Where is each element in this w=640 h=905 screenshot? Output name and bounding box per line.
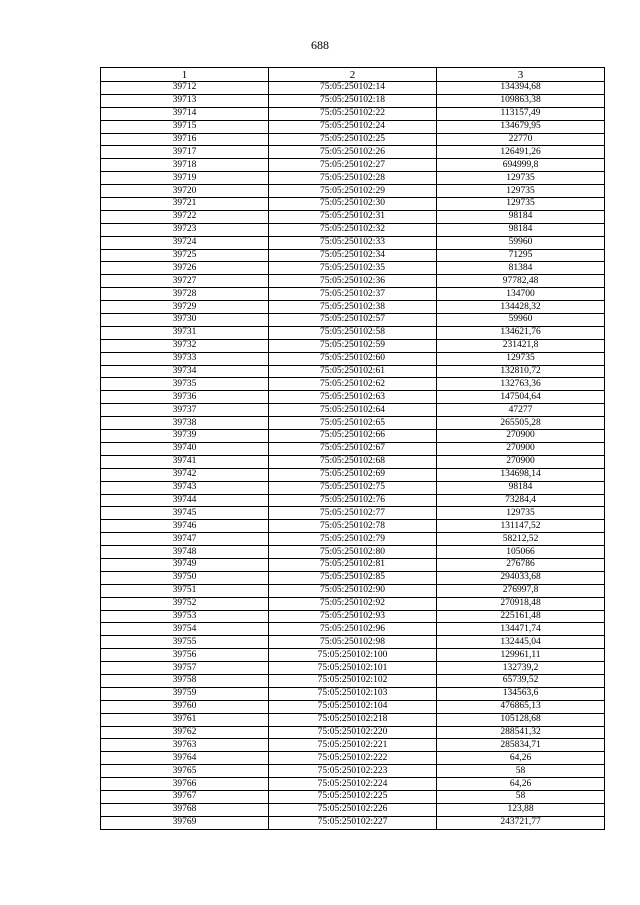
table-row: [101, 455, 605, 468]
table-row: [101, 301, 605, 314]
table-row: [101, 172, 605, 185]
cadastral-number-cell: 75:05:250102:96: [269, 623, 437, 636]
table-row: [101, 636, 605, 649]
row-number-cell: 39717: [101, 146, 269, 159]
table-row: [101, 146, 605, 159]
table-row: [101, 507, 605, 520]
row-number-cell: 39754: [101, 623, 269, 636]
cadastral-number-cell: 75:05:250102:25: [269, 133, 437, 146]
table-row: [101, 752, 605, 765]
row-number-cell: 39719: [101, 172, 269, 185]
row-number-cell: 39768: [101, 803, 269, 816]
row-number-cell: 39722: [101, 210, 269, 223]
value-cell: 134679,95: [437, 120, 605, 133]
table-row: [101, 236, 605, 249]
row-number-cell: 39720: [101, 185, 269, 198]
column-header-2: 2: [269, 68, 437, 82]
cadastral-number-cell: 75:05:250102:76: [269, 494, 437, 507]
table-row: [101, 571, 605, 584]
value-cell: 265505,28: [437, 417, 605, 430]
cadastral-number-cell: 75:05:250102:31: [269, 210, 437, 223]
value-cell: 134471,74: [437, 623, 605, 636]
row-number-cell: 39744: [101, 494, 269, 507]
value-cell: 129735: [437, 198, 605, 211]
cadastral-number-cell: 75:05:250102:218: [269, 713, 437, 726]
row-number-cell: 39766: [101, 778, 269, 791]
cadastral-number-cell: 75:05:250102:92: [269, 597, 437, 610]
table-row: [101, 687, 605, 700]
data-table: [100, 67, 605, 830]
row-number-cell: 39718: [101, 159, 269, 172]
row-number-cell: 39767: [101, 790, 269, 803]
cadastral-number-cell: 75:05:250102:22: [269, 107, 437, 120]
table-row: [101, 494, 605, 507]
row-number-cell: 39738: [101, 417, 269, 430]
row-number-cell: 39741: [101, 455, 269, 468]
value-cell: 129735: [437, 185, 605, 198]
row-number-cell: 39762: [101, 726, 269, 739]
table-row: [101, 816, 605, 829]
cadastral-number-cell: 75:05:250102:81: [269, 558, 437, 571]
table-row: [101, 417, 605, 430]
row-number-cell: 39755: [101, 636, 269, 649]
cadastral-number-cell: 75:05:250102:80: [269, 546, 437, 559]
row-number-cell: 39757: [101, 662, 269, 675]
cadastral-number-cell: 75:05:250102:32: [269, 223, 437, 236]
value-cell: 270900: [437, 430, 605, 443]
row-number-cell: 39763: [101, 739, 269, 752]
table-row: [101, 739, 605, 752]
row-number-cell: 39746: [101, 520, 269, 533]
value-cell: 231421,8: [437, 339, 605, 352]
cadastral-number-cell: 75:05:250102:226: [269, 803, 437, 816]
cadastral-number-cell: 75:05:250102:225: [269, 790, 437, 803]
table-row: [101, 533, 605, 546]
table-row: [101, 803, 605, 816]
value-cell: 285834,71: [437, 739, 605, 752]
table-row: [101, 610, 605, 623]
value-cell: 134698,14: [437, 468, 605, 481]
row-number-cell: 39740: [101, 442, 269, 455]
value-cell: 65739,52: [437, 674, 605, 687]
row-number-cell: 39734: [101, 365, 269, 378]
table-row: [101, 726, 605, 739]
value-cell: 476865,13: [437, 700, 605, 713]
table-row: [101, 249, 605, 262]
row-number-cell: 39736: [101, 391, 269, 404]
cadastral-number-cell: 75:05:250102:75: [269, 481, 437, 494]
table-row: [101, 481, 605, 494]
value-cell: 109863,38: [437, 94, 605, 107]
cadastral-number-cell: 75:05:250102:59: [269, 339, 437, 352]
table-row: [101, 314, 605, 327]
value-cell: 58: [437, 790, 605, 803]
cadastral-number-cell: 75:05:250102:27: [269, 159, 437, 172]
cadastral-number-cell: 75:05:250102:18: [269, 94, 437, 107]
row-number-cell: 39753: [101, 610, 269, 623]
table-row: [101, 584, 605, 597]
value-cell: 97782,48: [437, 275, 605, 288]
table-row: [101, 339, 605, 352]
cadastral-number-cell: 75:05:250102:61: [269, 365, 437, 378]
cadastral-number-cell: 75:05:250102:33: [269, 236, 437, 249]
table-row: [101, 275, 605, 288]
table-row: [101, 520, 605, 533]
value-cell: 694999,8: [437, 159, 605, 172]
table-row: [101, 468, 605, 481]
value-cell: 129735: [437, 172, 605, 185]
row-number-cell: 39721: [101, 198, 269, 211]
value-cell: 98184: [437, 210, 605, 223]
cadastral-number-cell: 75:05:250102:36: [269, 275, 437, 288]
table-row: [101, 185, 605, 198]
cadastral-number-cell: 75:05:250102:34: [269, 249, 437, 262]
row-number-cell: 39742: [101, 468, 269, 481]
table-row: [101, 430, 605, 443]
cadastral-number-cell: 75:05:250102:77: [269, 507, 437, 520]
row-number-cell: 39759: [101, 687, 269, 700]
row-number-cell: 39758: [101, 674, 269, 687]
row-number-cell: 39727: [101, 275, 269, 288]
value-cell: 59960: [437, 314, 605, 327]
table-row: [101, 713, 605, 726]
row-number-cell: 39732: [101, 339, 269, 352]
row-number-cell: 39726: [101, 262, 269, 275]
row-number-cell: 39748: [101, 546, 269, 559]
table-row: [101, 404, 605, 417]
cadastral-number-cell: 75:05:250102:26: [269, 146, 437, 159]
row-number-cell: 39739: [101, 430, 269, 443]
value-cell: 71295: [437, 249, 605, 262]
table-row: [101, 378, 605, 391]
table-row: [101, 662, 605, 675]
value-cell: 47277: [437, 404, 605, 417]
table-row: [101, 352, 605, 365]
cadastral-number-cell: 75:05:250102:29: [269, 185, 437, 198]
cadastral-number-cell: 75:05:250102:28: [269, 172, 437, 185]
cadastral-number-cell: 75:05:250102:98: [269, 636, 437, 649]
row-number-cell: 39716: [101, 133, 269, 146]
row-number-cell: 39765: [101, 765, 269, 778]
row-number-cell: 39745: [101, 507, 269, 520]
value-cell: 123,88: [437, 803, 605, 816]
value-cell: 73284,4: [437, 494, 605, 507]
row-number-cell: 39752: [101, 597, 269, 610]
value-cell: 131147,52: [437, 520, 605, 533]
page-number: 688: [311, 38, 329, 52]
row-number-cell: 39715: [101, 120, 269, 133]
row-number-cell: 39737: [101, 404, 269, 417]
table-row: [101, 674, 605, 687]
row-number-cell: 39764: [101, 752, 269, 765]
table-row: [101, 326, 605, 339]
row-number-cell: 39730: [101, 314, 269, 327]
value-cell: 81384: [437, 262, 605, 275]
value-cell: 276997,8: [437, 584, 605, 597]
cadastral-number-cell: 75:05:250102:69: [269, 468, 437, 481]
value-cell: 132445,04: [437, 636, 605, 649]
value-cell: 270918,48: [437, 597, 605, 610]
value-cell: 134394,68: [437, 82, 605, 95]
row-number-cell: 39714: [101, 107, 269, 120]
value-cell: 134428,32: [437, 301, 605, 314]
table-row: [101, 120, 605, 133]
table-row: [101, 700, 605, 713]
row-number-cell: 39750: [101, 571, 269, 584]
header-row: [101, 68, 605, 82]
column-header-3: 3: [437, 68, 605, 82]
value-cell: 129961,11: [437, 649, 605, 662]
table-row: [101, 558, 605, 571]
value-cell: 270900: [437, 442, 605, 455]
table-row: [101, 107, 605, 120]
cadastral-number-cell: 75:05:250102:227: [269, 816, 437, 829]
table-row: [101, 210, 605, 223]
cadastral-number-cell: 75:05:250102:57: [269, 314, 437, 327]
cadastral-number-cell: 75:05:250102:63: [269, 391, 437, 404]
row-number-cell: 39733: [101, 352, 269, 365]
row-number-cell: 39760: [101, 700, 269, 713]
cadastral-number-cell: 75:05:250102:37: [269, 288, 437, 301]
row-number-cell: 39769: [101, 816, 269, 829]
value-cell: 134700: [437, 288, 605, 301]
table-row: [101, 649, 605, 662]
cadastral-number-cell: 75:05:250102:64: [269, 404, 437, 417]
table-row: [101, 288, 605, 301]
cadastral-number-cell: 75:05:250102:102: [269, 674, 437, 687]
cadastral-number-cell: 75:05:250102:14: [269, 82, 437, 95]
table-row: [101, 82, 605, 95]
cadastral-number-cell: 75:05:250102:24: [269, 120, 437, 133]
cadastral-number-cell: 75:05:250102:93: [269, 610, 437, 623]
value-cell: 113157,49: [437, 107, 605, 120]
table-row: [101, 391, 605, 404]
value-cell: 98184: [437, 223, 605, 236]
value-cell: 58: [437, 765, 605, 778]
cadastral-number-cell: 75:05:250102:65: [269, 417, 437, 430]
value-cell: 129735: [437, 507, 605, 520]
cadastral-number-cell: 75:05:250102:90: [269, 584, 437, 597]
row-number-cell: 39747: [101, 533, 269, 546]
row-number-cell: 39713: [101, 94, 269, 107]
row-number-cell: 39731: [101, 326, 269, 339]
table-header: [101, 68, 605, 82]
cadastral-number-cell: 75:05:250102:85: [269, 571, 437, 584]
cadastral-number-cell: 75:05:250102:67: [269, 442, 437, 455]
cadastral-number-cell: 75:05:250102:101: [269, 662, 437, 675]
table-row: [101, 623, 605, 636]
cadastral-number-cell: 75:05:250102:78: [269, 520, 437, 533]
value-cell: 105128,68: [437, 713, 605, 726]
row-number-cell: 39712: [101, 82, 269, 95]
row-number-cell: 39749: [101, 558, 269, 571]
cadastral-number-cell: 75:05:250102:221: [269, 739, 437, 752]
row-number-cell: 39761: [101, 713, 269, 726]
cadastral-number-cell: 75:05:250102:224: [269, 778, 437, 791]
row-number-cell: 39729: [101, 301, 269, 314]
row-number-cell: 39728: [101, 288, 269, 301]
value-cell: 134621,76: [437, 326, 605, 339]
table-row: [101, 223, 605, 236]
value-cell: 105066: [437, 546, 605, 559]
value-cell: 129735: [437, 352, 605, 365]
value-cell: 132763,36: [437, 378, 605, 391]
value-cell: 225161,48: [437, 610, 605, 623]
row-number-cell: 39725: [101, 249, 269, 262]
value-cell: 58212,52: [437, 533, 605, 546]
row-number-cell: 39743: [101, 481, 269, 494]
cadastral-number-cell: 75:05:250102:35: [269, 262, 437, 275]
cadastral-number-cell: 75:05:250102:62: [269, 378, 437, 391]
value-cell: 243721,77: [437, 816, 605, 829]
value-cell: 276786: [437, 558, 605, 571]
table-row: [101, 765, 605, 778]
table-body: [101, 82, 605, 830]
cadastral-number-cell: 75:05:250102:222: [269, 752, 437, 765]
table-row: [101, 442, 605, 455]
value-cell: 134563,6: [437, 687, 605, 700]
value-cell: 132810,72: [437, 365, 605, 378]
table-row: [101, 94, 605, 107]
value-cell: 288541,32: [437, 726, 605, 739]
table-row: [101, 198, 605, 211]
value-cell: 59960: [437, 236, 605, 249]
cadastral-number-cell: 75:05:250102:220: [269, 726, 437, 739]
cadastral-number-cell: 75:05:250102:79: [269, 533, 437, 546]
cadastral-number-cell: 75:05:250102:104: [269, 700, 437, 713]
value-cell: 98184: [437, 481, 605, 494]
cadastral-number-cell: 75:05:250102:30: [269, 198, 437, 211]
cadastral-number-cell: 75:05:250102:60: [269, 352, 437, 365]
table-row: [101, 262, 605, 275]
value-cell: 22770: [437, 133, 605, 146]
cadastral-number-cell: 75:05:250102:103: [269, 687, 437, 700]
value-cell: 147504,64: [437, 391, 605, 404]
table-row: [101, 778, 605, 791]
cadastral-number-cell: 75:05:250102:100: [269, 649, 437, 662]
value-cell: 270900: [437, 455, 605, 468]
row-number-cell: 39723: [101, 223, 269, 236]
table-row: [101, 597, 605, 610]
table-row: [101, 159, 605, 172]
row-number-cell: 39724: [101, 236, 269, 249]
cadastral-number-cell: 75:05:250102:223: [269, 765, 437, 778]
table-row: [101, 790, 605, 803]
table-row: [101, 546, 605, 559]
cadastral-number-cell: 75:05:250102:38: [269, 301, 437, 314]
row-number-cell: 39751: [101, 584, 269, 597]
row-number-cell: 39735: [101, 378, 269, 391]
column-header-1: 1: [101, 68, 269, 82]
cadastral-number-cell: 75:05:250102:58: [269, 326, 437, 339]
table-row: [101, 365, 605, 378]
row-number-cell: 39756: [101, 649, 269, 662]
value-cell: 126491,26: [437, 146, 605, 159]
value-cell: 294033,68: [437, 571, 605, 584]
table-row: [101, 133, 605, 146]
cadastral-number-cell: 75:05:250102:66: [269, 430, 437, 443]
value-cell: 64,26: [437, 778, 605, 791]
value-cell: 132739,2: [437, 662, 605, 675]
cadastral-number-cell: 75:05:250102:68: [269, 455, 437, 468]
value-cell: 64,26: [437, 752, 605, 765]
